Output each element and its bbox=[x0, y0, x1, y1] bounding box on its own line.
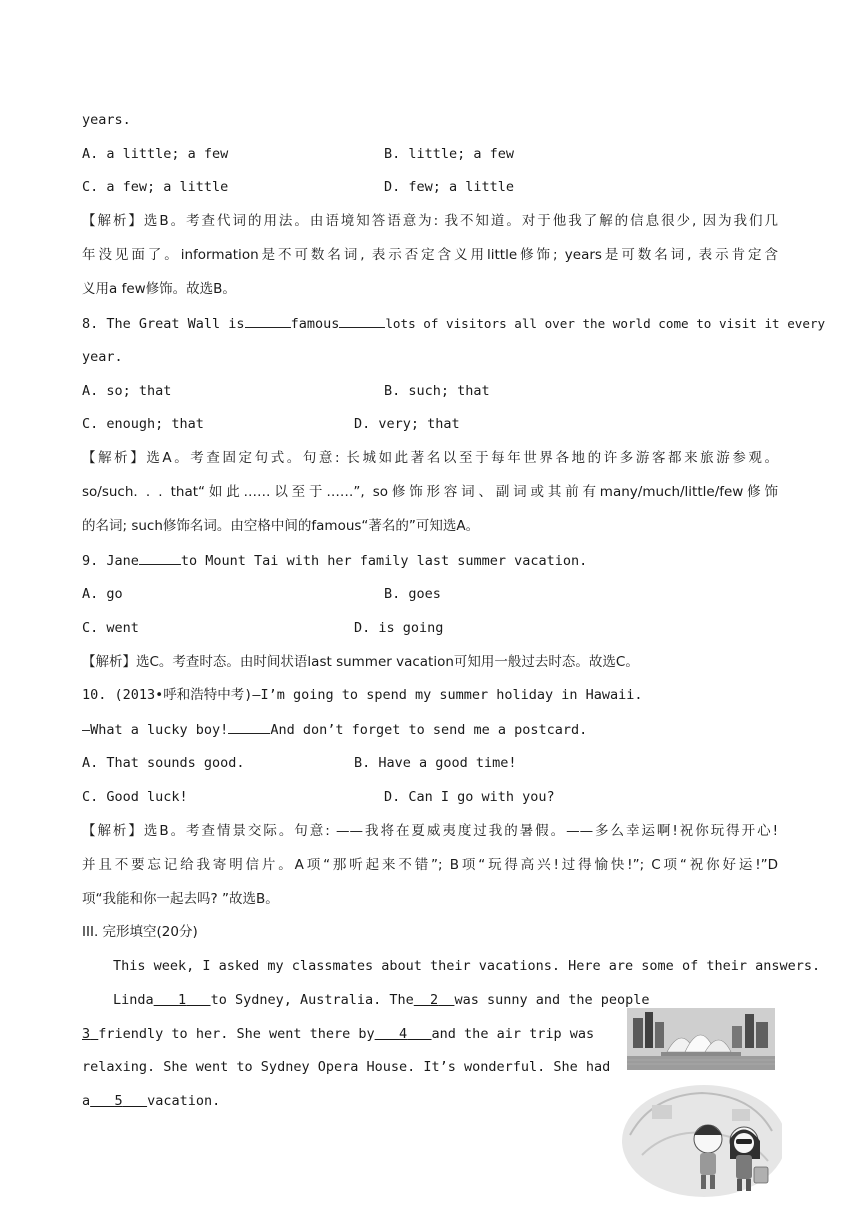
option-b: B. Have a good time! bbox=[354, 755, 517, 771]
option-c: C. enough; that bbox=[82, 416, 204, 432]
option-a: A. a little; a few bbox=[82, 146, 229, 162]
explanation-line: 并且不要忘记给我寄明信片。A项“那听起来不错”; B项“玩得高兴!过得愉快!”; C项“祝你好运!”D bbox=[82, 857, 778, 873]
answer-blank bbox=[339, 313, 385, 328]
blank-number: 1 bbox=[178, 992, 187, 1008]
option-line bbox=[82, 584, 441, 604]
question-text: 9. Jane bbox=[82, 553, 139, 569]
cloze-blank-5 bbox=[90, 1093, 147, 1109]
question-text: lots of visitors all over the world come to visit it every bbox=[385, 316, 826, 331]
kids-travel-illustration bbox=[612, 1075, 782, 1203]
question-text: 8. The Great Wall is bbox=[82, 316, 245, 332]
question-text: to Mount Tai with her family last summer vacation. bbox=[180, 553, 588, 569]
option-d: D. is going bbox=[354, 620, 444, 636]
sydney-opera-house-image bbox=[627, 1008, 775, 1070]
blank-number: 5 bbox=[114, 1093, 123, 1109]
question-text: —What a lucky boy! bbox=[82, 722, 229, 738]
passage-text: Linda bbox=[113, 992, 154, 1008]
option-line bbox=[82, 177, 515, 197]
question-8-line bbox=[82, 313, 825, 334]
passage-text: to Sydney, Australia. The bbox=[210, 992, 414, 1008]
cloze-blank-3 bbox=[82, 1026, 98, 1042]
option-line bbox=[82, 618, 444, 638]
option-line bbox=[82, 787, 555, 807]
passage-text: and the air trip was bbox=[431, 1026, 595, 1042]
explanation-line: 年没见面了。information是不可数名词, 表示否定含义用little修饰; years是可数名词, 表示肯定含 bbox=[82, 247, 778, 263]
option-a: A. so; that bbox=[82, 383, 172, 399]
blank-number: 3 bbox=[82, 1026, 91, 1042]
text-line: year. bbox=[82, 349, 123, 365]
text-line: years. bbox=[82, 112, 131, 128]
section-heading: III. 完形填空(20分) bbox=[82, 924, 198, 940]
explanation-line: 【解析】选B。考查代词的用法。由语境知答语意为: 我不知道。对于他我了解的信息很少, 因为我们几 bbox=[82, 213, 778, 229]
kids-cartoon bbox=[612, 1075, 782, 1203]
question-text: famous bbox=[290, 316, 340, 332]
option-b: B. little; a few bbox=[384, 146, 515, 162]
cloze-blank-2 bbox=[414, 992, 455, 1008]
question-10-line bbox=[82, 719, 587, 740]
passage-line bbox=[113, 990, 650, 1010]
explanation-line: 的名词; such修饰名词。由空格中间的famous“著名的”可知选A。 bbox=[82, 518, 480, 534]
option-line bbox=[82, 414, 460, 434]
option-b: B. such; that bbox=[384, 383, 490, 399]
option-d: D. few; a little bbox=[384, 179, 515, 195]
explanation-line: 义用a few修饰。故选B。 bbox=[82, 281, 236, 297]
answer-blank bbox=[139, 550, 181, 565]
passage-text: a bbox=[82, 1093, 91, 1109]
passage-line bbox=[82, 1024, 594, 1044]
option-d: D. very; that bbox=[354, 416, 460, 432]
option-line bbox=[82, 381, 490, 401]
answer-blank bbox=[245, 313, 291, 328]
explanation-line: so/such. . . that“如此……以至于……”, so修饰形容词、副词或其前有many/much/little/few修饰 bbox=[82, 484, 778, 500]
option-d: D. Can I go with you? bbox=[384, 789, 555, 805]
passage-line bbox=[82, 1091, 220, 1111]
blank-number: 2 bbox=[430, 992, 439, 1008]
explanation-line: 【解析】选A。考查固定句式。句意: 长城如此著名以至于每年世界各地的许多游客都来旅游参观。 bbox=[82, 450, 778, 466]
option-line bbox=[82, 753, 517, 773]
option-line bbox=[82, 144, 515, 164]
option-a: A. That sounds good. bbox=[82, 755, 245, 771]
option-c: C. went bbox=[82, 620, 139, 636]
option-c: C. a few; a little bbox=[82, 179, 229, 195]
option-a: A. go bbox=[82, 586, 123, 602]
question-9-line bbox=[82, 550, 587, 571]
question-10-line: 10. (2013•呼和浩特中考)—I’m going to spend my summer holiday in Hawaii. bbox=[82, 687, 643, 703]
passage-text: vacation. bbox=[147, 1093, 221, 1109]
option-c: C. Good luck! bbox=[82, 789, 188, 805]
explanation-line: 【解析】选B。考查情景交际。句意: ——我将在夏威夷度过我的暑假。——多么幸运啊!祝你玩得开心! bbox=[82, 823, 778, 839]
cloze-blank-1 bbox=[154, 992, 211, 1008]
blank-number: 4 bbox=[399, 1026, 408, 1042]
passage-text: was sunny and the people bbox=[454, 992, 650, 1008]
answer-blank bbox=[228, 719, 270, 734]
explanation-line: 【解析】选C。考查时态。由时间状语last summer vacation可知用一般过去时态。故选C。 bbox=[82, 654, 639, 670]
option-b: B. goes bbox=[384, 586, 441, 602]
explanation-line: 项“我能和你一起去吗? ”故选B。 bbox=[82, 891, 279, 907]
passage-line: relaxing. She went to Sydney Opera House. It’s wonderful. She had bbox=[82, 1059, 611, 1075]
passage-text: friendly to her. She went there by bbox=[98, 1026, 375, 1042]
passage-line: This week, I asked my classmates about their vacations. Here are some of their answers. bbox=[113, 958, 821, 974]
opera-house-illustration bbox=[627, 1008, 775, 1070]
question-text: And don’t forget to send me a postcard. bbox=[270, 722, 588, 738]
cloze-blank-4 bbox=[375, 1026, 432, 1042]
